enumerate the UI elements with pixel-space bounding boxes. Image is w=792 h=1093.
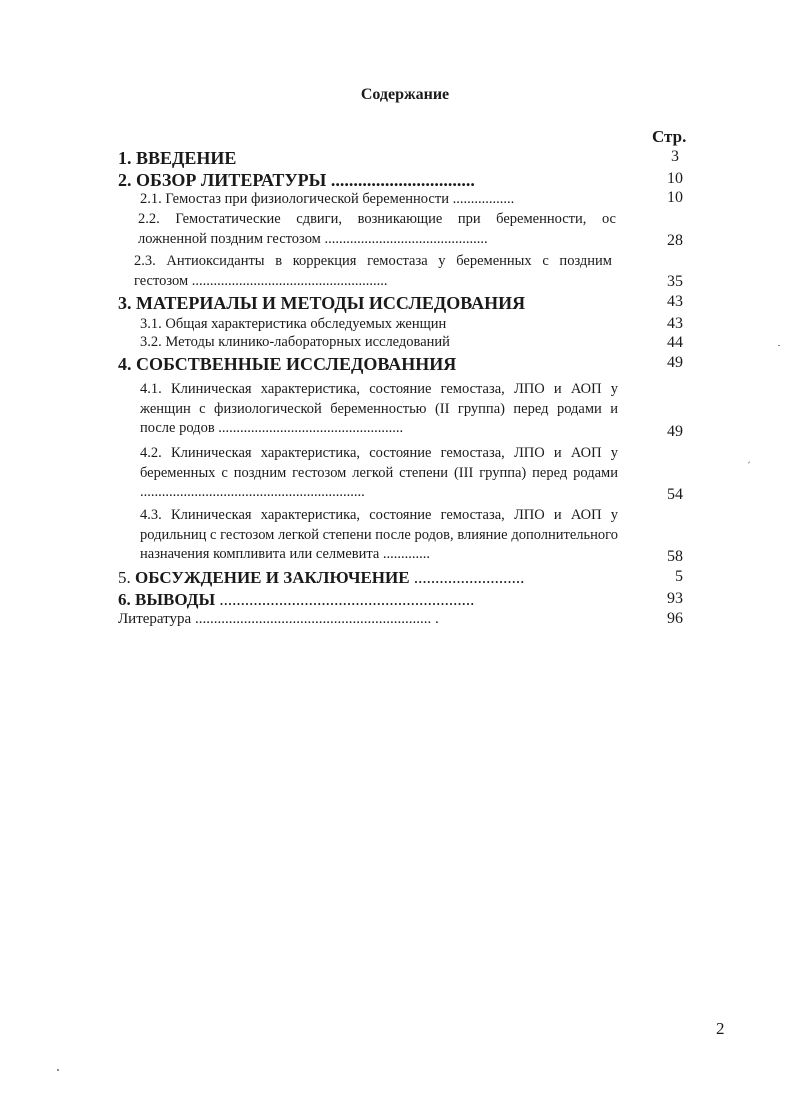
toc-entry-3-page: 43	[667, 293, 683, 310]
toc-entry-2-2-text: 2.2. Гемостатические сдвиги, возникающие при беременности, ос ложненной поздним гестозом .............................................	[138, 211, 616, 247]
toc-entry-2-3-page: 35	[667, 273, 683, 290]
toc-entry-3-text: 3. МАТЕРИАЛЫ И МЕТОДЫ ИССЛЕДОВАНИЯ	[118, 293, 526, 313]
scan-speck	[748, 461, 750, 463]
toc-entry-3-2-text: 3.2. Методы клинико-лабораторных исследований	[140, 334, 450, 350]
toc-entry-6-page: 93	[667, 590, 683, 607]
toc-entry-6-leader: ............................................................	[215, 590, 475, 609]
toc-entry-2-1-text: 2.1. Гемостаз при физиологической беременности .................	[140, 191, 515, 207]
toc-entry-4-1-text: 4.1. Клиническая характеристика, состояние гемостаза, ЛПО и АОП у женщин с физиологической беременностью (II группа) перед родами и после родов ...................................................	[140, 381, 618, 436]
toc-entry-5	[118, 568, 524, 588]
toc-entry-4-text: 4. СОБСТВЕННЫЕ ИССЛЕДОВАННИЯ	[118, 354, 457, 374]
toc-entry-4-page: 49	[667, 354, 683, 371]
toc-entry-2-1-page: 10	[667, 189, 683, 206]
toc-entry-5-leader: ..........................	[409, 568, 525, 587]
toc-entry-4-3-text: 4.3. Клиническая характеристика, состояние гемостаза, ЛПО и АОП у родильниц с гестозом легкой степени после родов, влияние дополнительного назначения компливита или селмевита .............	[140, 507, 618, 562]
toc-entry-3-1-text: 3.1. Общая характеристика обследуемых женщин	[140, 316, 447, 332]
toc-entry-2-2-page: 28	[667, 232, 683, 249]
toc-entry-3-2-page: 44	[667, 334, 683, 351]
toc-entry-5-number: 5.	[118, 568, 135, 587]
toc-entry-5-page: 5	[675, 568, 683, 585]
page-title: Содержание	[360, 86, 450, 103]
toc-entry-1-page: 3	[671, 148, 679, 165]
page-number: 2	[716, 1019, 725, 1038]
toc-entry-literature-text: Литература ............................................................... .	[118, 611, 439, 627]
pages-column-header: Стр.	[652, 127, 687, 146]
toc-entry-2-3-text: 2.3. Антиоксиданты в коррекция гемостаза у беременных с поздним гестозом ......................................................	[134, 253, 612, 289]
toc-entry-4-2-page: 54	[667, 486, 683, 503]
toc-entry-2-text: 2. ОБЗОР ЛИТЕРАТУРЫ ................................	[118, 170, 475, 190]
toc-entry-4-3-page: 58	[667, 548, 683, 565]
toc-entry-1-text: 1. ВВЕДЕНИЕ	[118, 148, 237, 168]
toc-entry-6-text: 6. ВЫВОДЫ	[118, 590, 216, 609]
toc-entry-2-page: 10	[667, 170, 683, 187]
toc-entry-literature-page: 96	[667, 610, 683, 627]
scan-speck	[57, 1069, 59, 1071]
toc-entry-5-text: ОБСУЖДЕНИЕ И ЗАКЛЮЧЕНИЕ	[135, 568, 410, 587]
toc-entry-3-1-page: 43	[667, 315, 683, 332]
scan-speck	[778, 345, 780, 346]
toc-entry-4-2-text: 4.2. Клиническая характеристика, состояние гемостаза, ЛПО и АОП у беременных с поздним гестозом легкой степени (III группа) перед родами ..............................................................	[140, 445, 618, 500]
toc-entry-6	[118, 590, 474, 610]
toc-entry-4-1-page: 49	[667, 423, 683, 440]
